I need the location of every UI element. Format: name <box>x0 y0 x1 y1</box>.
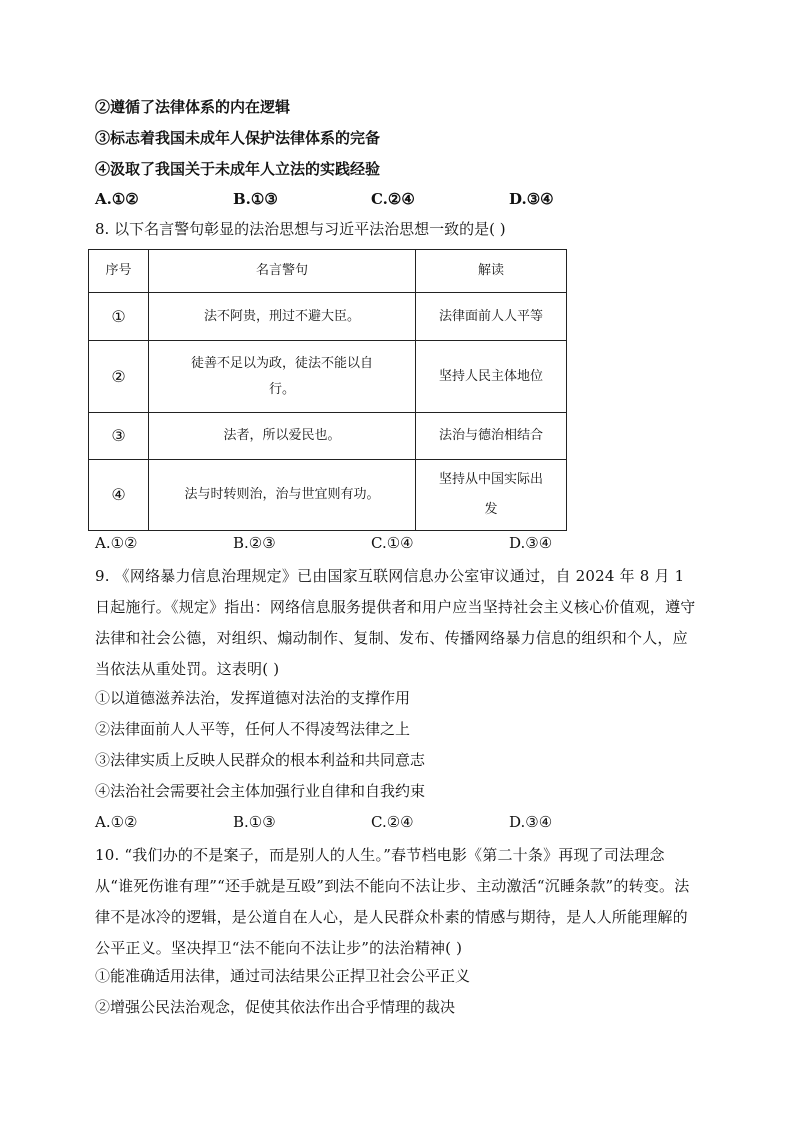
q9-option-b: B.①③ <box>233 813 276 831</box>
row-quote: 法不阿贵，刑过不避大臣。 <box>149 293 416 341</box>
header-no: 序号 <box>89 250 149 293</box>
row-quote: 法者，所以爱民也。 <box>149 413 416 460</box>
row-meaning: 坚持从中国实际出发 <box>416 460 567 531</box>
q10-item-2: ②增强公民法治观念，促使其依法作出合乎情理的裁决 <box>95 998 456 1016</box>
q9-option-d: D.③④ <box>509 813 553 831</box>
header-meaning: 解读 <box>416 250 567 293</box>
q9-item-3: ③法律实质上反映人民群众的根本利益和共同意志 <box>95 751 426 769</box>
q7-item-3: ③标志着我国未成年人保护法律体系的完备 <box>95 129 381 147</box>
q9-item-4: ④法治社会需要社会主体加强行业自律和自我约束 <box>95 782 426 800</box>
table-row <box>89 341 567 413</box>
row-no: ① <box>89 293 149 341</box>
row-no: ④ <box>89 460 149 531</box>
q8-table <box>88 249 567 531</box>
q7-option-d: D.③④ <box>509 190 554 208</box>
row-no: ② <box>89 341 149 413</box>
q9-option-c: C.②④ <box>371 813 414 831</box>
row-meaning: 法律面前人人平等 <box>416 293 567 341</box>
row-no: ③ <box>89 413 149 460</box>
q8-table-header <box>89 250 567 293</box>
q9-stem: 9. 《网络暴力信息治理规定》已由国家互联网信息办公室审议通过，自 2024 年 8 月 1 日起施行。《规定》指出：网络信息服务提供者和用户应当坚持社会主义核心价值观，遵守法律和社会公德，对组织、煽动制作、复制、发布、传播网络暴力信息的组织和个人，应当依法从重处罚。这表明( ) <box>95 567 696 678</box>
q7-item-2: ②遵循了法律体系的内在逻辑 <box>95 98 291 116</box>
table-row <box>89 460 567 531</box>
q7-item-4: ④汲取了我国关于未成年人立法的实践经验 <box>95 160 381 178</box>
row-quote: 法与时转则治，治与世宜则有功。 <box>149 460 416 531</box>
q9-option-a: A.①② <box>95 813 138 831</box>
q7-option-a: A.①② <box>95 190 139 208</box>
q10-stem: 10. “我们办的不是案子，而是别人的人生。”春节档电影《第二十条》再现了司法理念从“谁死伤谁有理”“还手就是互殴”到法不能向不法让步、主动激活“沉睡条款”的转变。法律不是冰冷的逻辑，是公道自在人心，是人民群众朴素的情感与期待，是人人所能理解的公平正义。坚决捍卫“法不能向不法让步”的法治精神( ) <box>95 846 690 957</box>
q10-item-1: ①能准确适用法律，通过司法结果公正捍卫社会公平正义 <box>95 967 471 985</box>
q7-option-b: B.①③ <box>233 190 278 208</box>
q7-option-c: C.②④ <box>371 190 415 208</box>
q8-stem: 8. 以下名言警句彰显的法治思想与习近平法治思想一致的是( ) <box>95 220 506 238</box>
q9-item-2: ②法律面前人人平等，任何人不得凌驾法律之上 <box>95 720 411 738</box>
row-meaning: 坚持人民主体地位 <box>416 341 567 413</box>
table-row <box>89 293 567 341</box>
table-row <box>89 413 567 460</box>
q8-option-b: B.②③ <box>233 534 276 552</box>
q9-item-1: ①以道德滋养法治，发挥道德对法治的支撑作用 <box>95 689 411 707</box>
q8-option-d: D.③④ <box>509 534 553 552</box>
row-meaning: 法治与德治相结合 <box>416 413 567 460</box>
header-quote: 名言警句 <box>149 250 416 293</box>
row-quote: 徒善不足以为政，徒法不能以自行。 <box>149 341 416 413</box>
q8-option-c: C.①④ <box>371 534 414 552</box>
q8-option-a: A.①② <box>95 534 138 552</box>
